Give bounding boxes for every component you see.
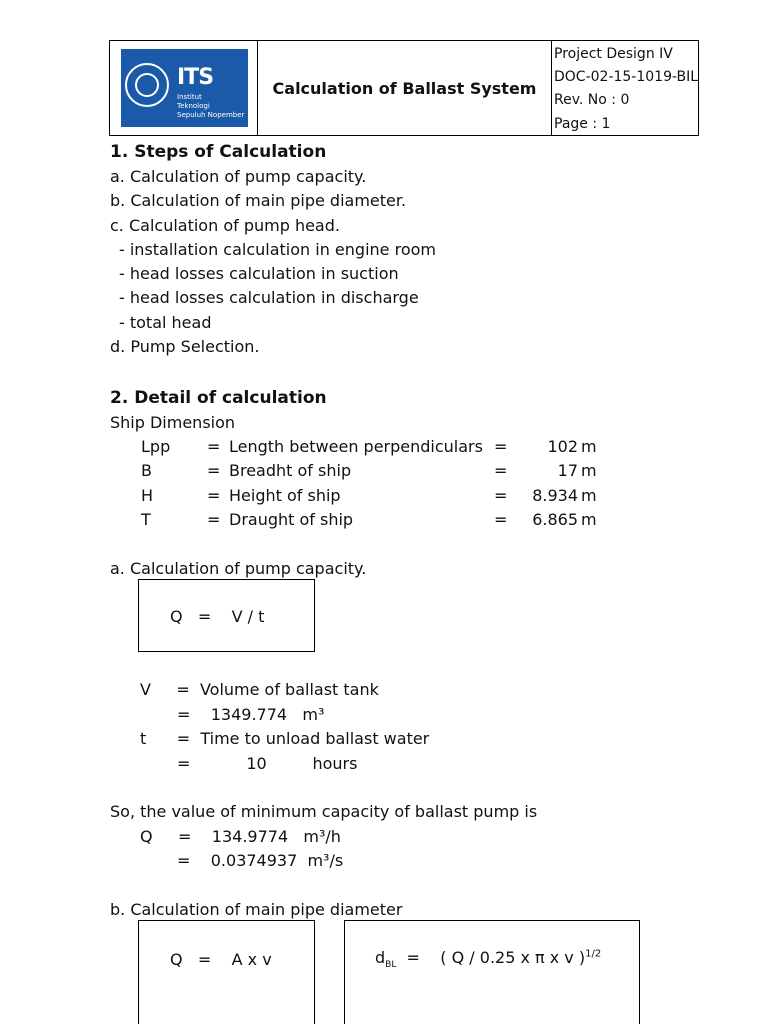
dim-unit: m [581,486,597,505]
dim-equals: = [494,510,508,529]
dim-description: Breadht of ship [229,461,352,480]
document-title: Calculation of Ballast System [272,79,537,98]
step-subitem: - total head [119,313,212,332]
dim-symbol: H [141,486,154,505]
subsection-heading: a. Calculation of pump capacity. [110,559,367,578]
section-heading: 2. Detail of calculation [110,388,327,408]
dim-equals: = [207,486,221,505]
dim-value: 17 [557,461,578,480]
dim-equals: = [494,461,508,480]
dim-equals: = [494,486,508,505]
subsection-heading: b. Calculation of main pipe diameter [110,900,403,919]
capacity-result-s: = 0.0374937 m³/s [177,851,344,870]
formula-box [138,579,315,652]
step-subitem: - head losses calculation in suction [119,264,399,283]
time-value: = 10 hours [177,754,358,773]
logo-sub-line: Institut [177,93,202,101]
revision-number: Rev. No : 0 [554,92,630,108]
step-item: c. Calculation of pump head. [110,216,340,235]
formula-box [344,920,640,1024]
step-item: a. Calculation of pump capacity. [110,167,367,186]
flow-formula: Q = A x v [170,950,272,969]
dim-equals: = [207,461,221,480]
step-subitem: - head losses calculation in discharge [119,288,419,307]
capacity-result-h: Q = 134.9774 m³/h [140,827,341,846]
step-subitem: - installation calculation in engine room [119,240,436,259]
title-cell [258,41,552,135]
its-logo [121,49,248,127]
dim-symbol: Lpp [141,437,171,456]
capacity-formula: Q = V / t [170,607,265,626]
logo-cell [110,41,258,135]
dim-unit: m [581,437,597,456]
diameter-formula [375,948,602,970]
formula-box [138,920,315,1024]
dim-symbol: B [141,461,152,480]
its-seal-icon [125,63,169,107]
time-definition: t = Time to unload ballast water [140,729,430,748]
document-header [109,40,699,136]
ship-dimension-label: Ship Dimension [110,413,236,432]
logo-text: ITS [177,65,214,90]
volume-value: = 1349.774 m³ [177,705,325,724]
logo-sub-line: Teknologi [177,102,210,110]
diameter-subscript: BL [385,960,397,970]
dim-equals: = [207,510,221,529]
step-item: d. Pump Selection. [110,337,260,356]
dim-description: Length between perpendiculars [229,437,483,456]
diameter-expression: = ( Q / 0.25 x π x v ) [396,948,586,967]
volume-definition: V = Volume of ballast tank [140,680,379,699]
dim-unit: m [581,461,597,480]
dim-description: Height of ship [229,486,341,505]
doc-number: DOC-02-15-1019-BIL [554,69,699,85]
dim-value: 8.934 [532,486,578,505]
diameter-exponent: 1/2 [585,948,602,960]
page-number: Page : 1 [554,116,611,132]
project-name: Project Design IV [554,46,673,62]
dim-equals: = [207,437,221,456]
dim-description: Draught of ship [229,510,354,529]
dim-value: 6.865 [532,510,578,529]
meta-cell [552,41,698,135]
capacity-conclusion: So, the value of minimum capacity of ballast pump is [110,802,538,821]
dim-symbol: T [141,510,151,529]
section-heading: 1. Steps of Calculation [110,142,327,162]
dim-value: 102 [547,437,578,456]
step-item: b. Calculation of main pipe diameter. [110,191,407,210]
dim-unit: m [581,510,597,529]
dim-equals: = [494,437,508,456]
logo-sub-line: Sepuluh Nopember [177,111,245,119]
diameter-symbol: d [375,948,386,967]
